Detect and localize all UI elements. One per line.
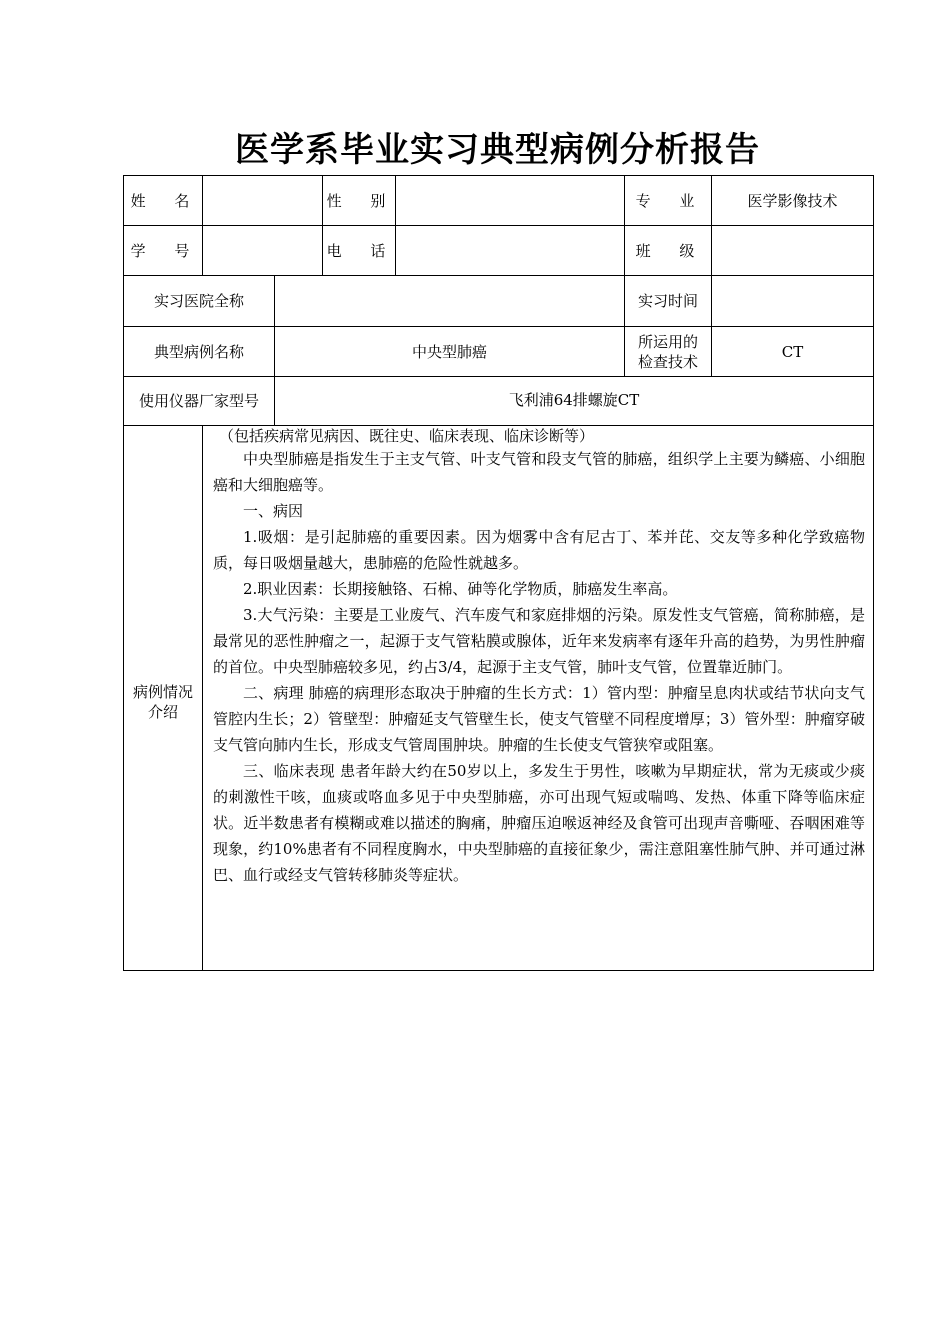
details-paragraph: 二、病理 肺癌的病理形态取决于肿瘤的生长方式：1）管内型：肿瘤呈息肉状或结节状向支气管腔内生长；2）管壁型：肿瘤延支气管壁生长，使支气管壁不同程度增厚；3）管外型：肿瘤穿破支气管向肺内生长，形成支气管周围肿块。肿瘤的生长使支气管狭窄或阻塞。 [213,684,865,754]
report-form-table [123,175,874,971]
row-hospital-period [124,276,874,327]
period-label: 实习时间 [625,276,712,327]
student-id-label: 学 号 [124,226,203,276]
details-paragraph: 中央型肺癌是指发生于主支气管、叶支气管和段支气管的肺癌，组织学上主要为鳞癌、小细胞癌和大细胞癌等。 [213,450,865,494]
technique-label-line1: 所运用的 [637,332,698,351]
row-case-details [124,426,874,971]
major-label: 专 业 [625,176,712,226]
row-name-gender-major [124,176,874,226]
name-field[interactable] [203,176,323,226]
details-paragraph: 3.大气污染：主要是工业废气、汽车废气和家庭排烟的污染。原发性支气管癌，简称肺癌，是最常见的恶性肿瘤之一，起源于支气管粘膜或腺体，近年来发病率有逐年升高的趋势，为男性肿瘤的首位。中央型肺癌较多见，约占3/4，起源于主支气管，肺叶支气管，位置靠近肺门。 [213,606,865,676]
details-heading-cause: 一、病因 [243,502,304,520]
class-field[interactable] [712,226,874,276]
row-case-technique [124,327,874,377]
period-field[interactable] [712,276,874,327]
gender-label: 性 别 [323,176,396,226]
technique-label [625,327,712,377]
details-label [124,426,203,971]
row-equipment [124,377,874,426]
case-name-field[interactable]: 中央型肺癌 [275,327,625,377]
gender-field[interactable] [396,176,625,226]
equipment-field[interactable]: 飞利浦64排螺旋CT [275,377,874,426]
major-field[interactable]: 医学影像技术 [712,176,874,226]
case-name-label: 典型病例名称 [124,327,275,377]
details-note: （包括疾病常见病因、既往史、临床表现、临床诊断等） [219,427,595,445]
technique-label-line2: 检查技术 [637,352,698,371]
details-content[interactable] [203,426,874,971]
details-paragraph: 三、临床表现 患者年龄大约在50岁以上，多发生于男性，咳嗽为早期症状，常为无痰或少痰的刺激性干咳，血痰或咯血多见于中央型肺癌，亦可出现气短或喘鸣、发热、体重下降等临床症状。近半数患者有模糊或难以描述的胸痛，肿瘤压迫喉返神经及食管可出现声音嘶哑、吞咽困难等现象，约10%患者有不同程度胸水，中央型肺癌的直接征象少，需注意阻塞性肺气肿、并可通过淋巴、血行或经支气管转移肺炎等症状。 [213,762,865,884]
class-label: 班 级 [625,226,712,276]
hospital-field[interactable] [275,276,625,327]
phone-field[interactable] [396,226,625,276]
hospital-label: 实习医院全称 [124,276,275,327]
technique-field[interactable]: CT [712,327,874,377]
page-title: 医学系毕业实习典型病例分析报告 [235,130,760,170]
name-label: 姓 名 [124,176,203,226]
row-id-phone-class [124,226,874,276]
details-paragraph: 1.吸烟：是引起肺癌的重要因素。因为烟雾中含有尼古丁、苯并芘、交友等多种化学致癌物质，每日吸烟量越大，患肺癌的危险性就越多。 [213,528,865,572]
student-id-field[interactable] [203,226,323,276]
equipment-label: 使用仪器厂家型号 [124,377,275,426]
details-paragraph: 2.职业因素：长期接触铬、石棉、砷等化学物质，肺癌发生率高。 [243,580,678,598]
details-label-line1: 病例情况 [132,683,193,701]
details-label-line2: 介绍 [147,703,178,721]
phone-label: 电 话 [323,226,396,276]
